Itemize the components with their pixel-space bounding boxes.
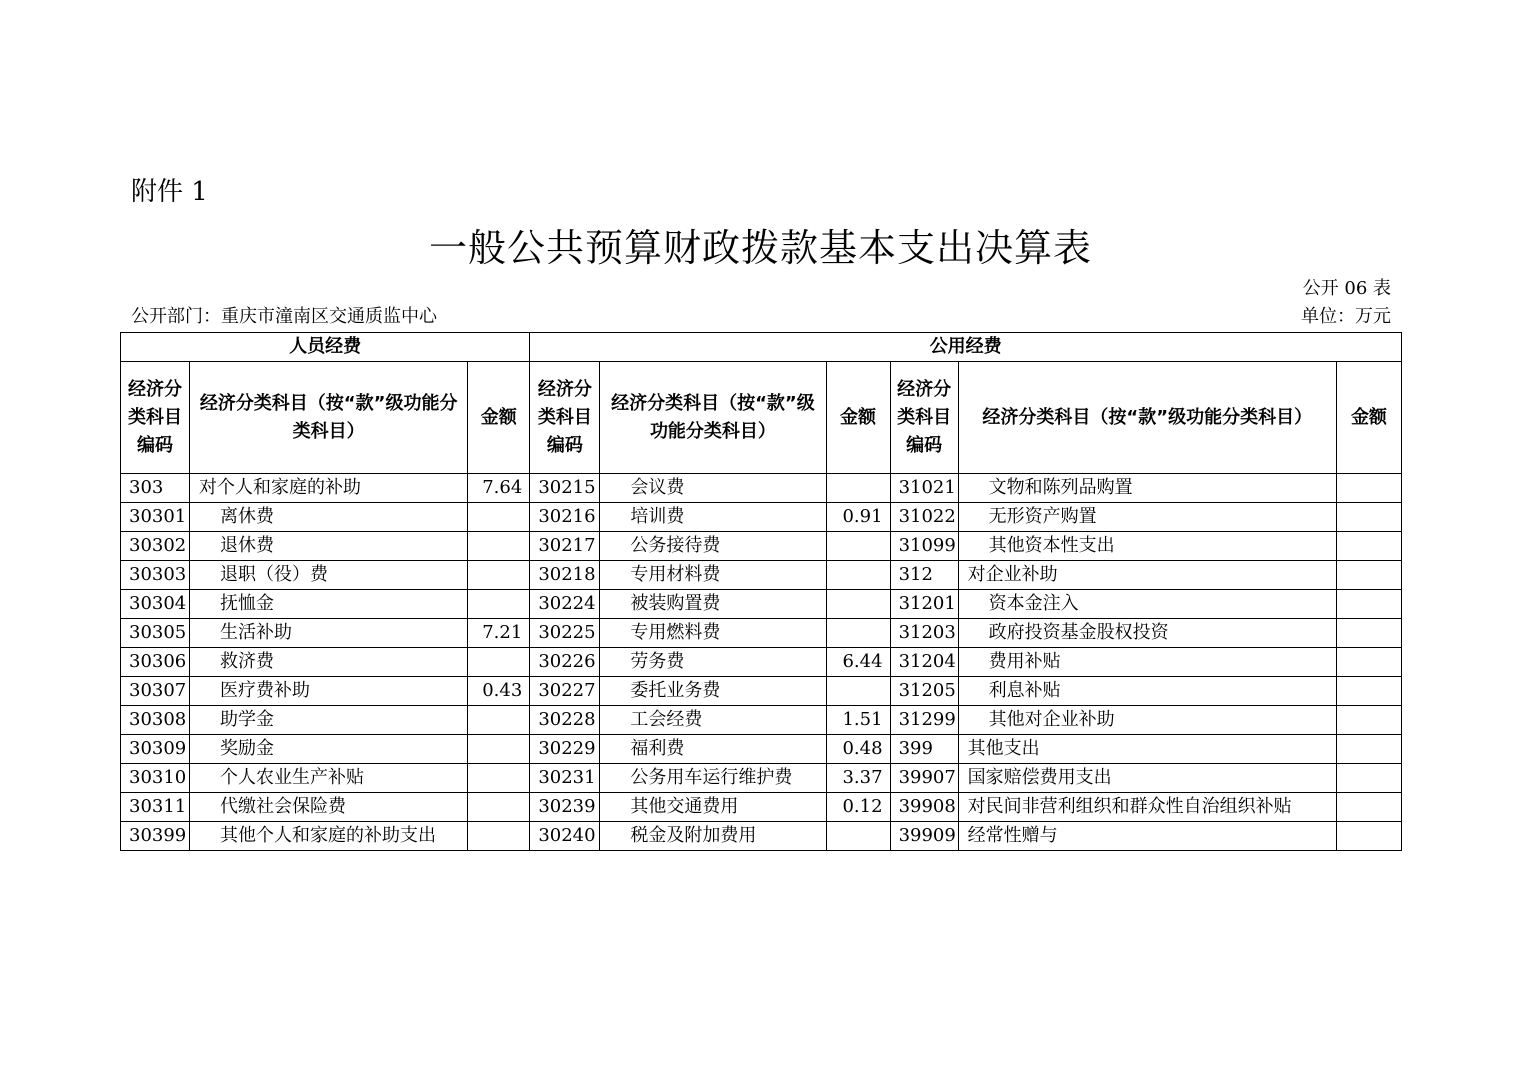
cell-amount: 1.51 [826, 706, 890, 735]
cell-code: 30225 [530, 619, 600, 648]
cell-code: 39908 [890, 793, 958, 822]
cell-amount [468, 706, 530, 735]
table-row [121, 474, 1402, 503]
cell-amount [826, 619, 890, 648]
cell-name: 生活补助 [190, 619, 468, 648]
cell-amount [468, 822, 530, 851]
cell-code: 303 [121, 474, 190, 503]
cell-code: 31201 [890, 590, 958, 619]
cell-name: 其他对企业补助 [958, 706, 1336, 735]
table-number: 公开 06 表 [1302, 278, 1391, 299]
cell-name: 费用补贴 [958, 648, 1336, 677]
cell-code: 30240 [530, 822, 600, 851]
cell-amount [468, 532, 530, 561]
cell-name: 被装购置费 [600, 590, 826, 619]
cell-amount [826, 561, 890, 590]
cell-amount [468, 590, 530, 619]
cell-name: 工会经费 [600, 706, 826, 735]
cell-name: 专用材料费 [600, 561, 826, 590]
col-amount-header: 金额 [1336, 362, 1401, 474]
cell-amount [1336, 474, 1401, 503]
cell-amount [1336, 561, 1401, 590]
cell-amount [468, 793, 530, 822]
cell-amount: 6.44 [826, 648, 890, 677]
cell-code: 30311 [121, 793, 190, 822]
cell-amount: 0.48 [826, 735, 890, 764]
cell-name: 对个人和家庭的补助 [190, 474, 468, 503]
cell-amount [1336, 822, 1401, 851]
cell-code: 30231 [530, 764, 600, 793]
table-row [121, 764, 1402, 793]
cell-amount [1336, 764, 1401, 793]
cell-name: 公务用车运行维护费 [600, 764, 826, 793]
col-code-header: 经济分类科目编码 [890, 362, 958, 474]
cell-code: 30239 [530, 793, 600, 822]
cell-code: 31299 [890, 706, 958, 735]
cell-amount [1336, 503, 1401, 532]
cell-name: 税金及附加费用 [600, 822, 826, 851]
table-row [121, 793, 1402, 822]
cell-code: 30305 [121, 619, 190, 648]
cell-amount [468, 561, 530, 590]
table-row [121, 706, 1402, 735]
cell-amount [468, 735, 530, 764]
cell-amount: 0.91 [826, 503, 890, 532]
cell-amount [1336, 677, 1401, 706]
cell-code: 31205 [890, 677, 958, 706]
table-row [121, 619, 1402, 648]
table-row [121, 590, 1402, 619]
cell-amount [1336, 648, 1401, 677]
cell-code: 30226 [530, 648, 600, 677]
table-row [121, 677, 1402, 706]
cell-code: 30304 [121, 590, 190, 619]
cell-name: 资本金注入 [958, 590, 1336, 619]
cell-name: 对民间非营利组织和群众性自治组织补贴 [958, 793, 1336, 822]
table-row [121, 822, 1402, 851]
cell-name: 福利费 [600, 735, 826, 764]
cell-amount [826, 532, 890, 561]
cell-code: 312 [890, 561, 958, 590]
cell-code: 39907 [890, 764, 958, 793]
cell-code: 30302 [121, 532, 190, 561]
cell-amount [1336, 590, 1401, 619]
cell-name: 离休费 [190, 503, 468, 532]
col-amount-header: 金额 [826, 362, 890, 474]
cell-amount [468, 764, 530, 793]
cell-name: 政府投资基金股权投资 [958, 619, 1336, 648]
cell-amount [1336, 706, 1401, 735]
cell-amount: 3.37 [826, 764, 890, 793]
cell-code: 30224 [530, 590, 600, 619]
cell-code: 399 [890, 735, 958, 764]
cell-name: 利息补贴 [958, 677, 1336, 706]
cell-name: 其他支出 [958, 735, 1336, 764]
cell-name: 个人农业生产补贴 [190, 764, 468, 793]
cell-name: 其他个人和家庭的补助支出 [190, 822, 468, 851]
cell-name: 国家赔偿费用支出 [958, 764, 1336, 793]
cell-code: 30215 [530, 474, 600, 503]
cell-name: 奖励金 [190, 735, 468, 764]
cell-name: 文物和陈列品购置 [958, 474, 1336, 503]
cell-code: 31099 [890, 532, 958, 561]
cell-name: 培训费 [600, 503, 826, 532]
col-code-header: 经济分类科目编码 [530, 362, 600, 474]
cell-code: 30307 [121, 677, 190, 706]
cell-amount [1336, 735, 1401, 764]
cell-name: 退职（役）费 [190, 561, 468, 590]
cell-name: 代缴社会保险费 [190, 793, 468, 822]
col-code-header: 经济分类科目编码 [121, 362, 190, 474]
cell-code: 31204 [890, 648, 958, 677]
cell-name: 经常性赠与 [958, 822, 1336, 851]
cell-code: 30309 [121, 735, 190, 764]
cell-code: 30301 [121, 503, 190, 532]
cell-name: 退休费 [190, 532, 468, 561]
cell-name: 公务接待费 [600, 532, 826, 561]
cell-name: 其他交通费用 [600, 793, 826, 822]
table-row [121, 532, 1402, 561]
cell-code: 30229 [530, 735, 600, 764]
cell-amount [826, 822, 890, 851]
cell-name: 劳务费 [600, 648, 826, 677]
cell-code: 30217 [530, 532, 600, 561]
page-title: 一般公共预算财政拨款基本支出决算表 [428, 226, 1092, 270]
cell-name: 医疗费补助 [190, 677, 468, 706]
cell-name: 委托业务费 [600, 677, 826, 706]
cell-amount [1336, 619, 1401, 648]
cell-name: 救济费 [190, 648, 468, 677]
cell-code: 31203 [890, 619, 958, 648]
group-personnel-header: 人员经费 [121, 333, 530, 362]
cell-amount [468, 503, 530, 532]
col-amount-header: 金额 [468, 362, 530, 474]
table-row [121, 648, 1402, 677]
unit-label: 单位：万元 [1301, 306, 1391, 327]
table-row [121, 735, 1402, 764]
cell-amount [826, 677, 890, 706]
col-name-header: 经济分类科目（按“款”级功能分类科目） [600, 362, 826, 474]
cell-code: 31021 [890, 474, 958, 503]
col-name-header: 经济分类科目（按“款”级功能分类科目） [190, 362, 468, 474]
cell-amount [1336, 532, 1401, 561]
budget-table-body [121, 474, 1402, 851]
cell-name: 无形资产购置 [958, 503, 1336, 532]
cell-code: 30216 [530, 503, 600, 532]
cell-amount [1336, 793, 1401, 822]
cell-code: 30306 [121, 648, 190, 677]
cell-amount: 0.43 [468, 677, 530, 706]
table-row [121, 503, 1402, 532]
cell-name: 助学金 [190, 706, 468, 735]
cell-code: 30218 [530, 561, 600, 590]
cell-name: 专用燃料费 [600, 619, 826, 648]
cell-amount: 0.12 [826, 793, 890, 822]
cell-code: 31022 [890, 503, 958, 532]
cell-amount: 7.21 [468, 619, 530, 648]
table-row [121, 561, 1402, 590]
cell-code: 30310 [121, 764, 190, 793]
cell-name: 对企业补助 [958, 561, 1336, 590]
attachment-label: 附件 1 [131, 177, 208, 207]
cell-code: 30303 [121, 561, 190, 590]
cell-name: 抚恤金 [190, 590, 468, 619]
cell-name: 会议费 [600, 474, 826, 503]
cell-code: 30227 [530, 677, 600, 706]
cell-amount [826, 474, 890, 503]
cell-amount [468, 648, 530, 677]
col-name-header: 经济分类科目（按“款”级功能分类科目） [958, 362, 1336, 474]
cell-amount: 7.64 [468, 474, 530, 503]
group-public-header: 公用经费 [530, 333, 1402, 362]
department-label: 公开部门：重庆市潼南区交通质监中心 [131, 306, 437, 327]
budget-table [120, 332, 1402, 851]
cell-code: 30399 [121, 822, 190, 851]
cell-code: 39909 [890, 822, 958, 851]
cell-code: 30228 [530, 706, 600, 735]
cell-amount [826, 590, 890, 619]
cell-code: 30308 [121, 706, 190, 735]
cell-name: 其他资本性支出 [958, 532, 1336, 561]
